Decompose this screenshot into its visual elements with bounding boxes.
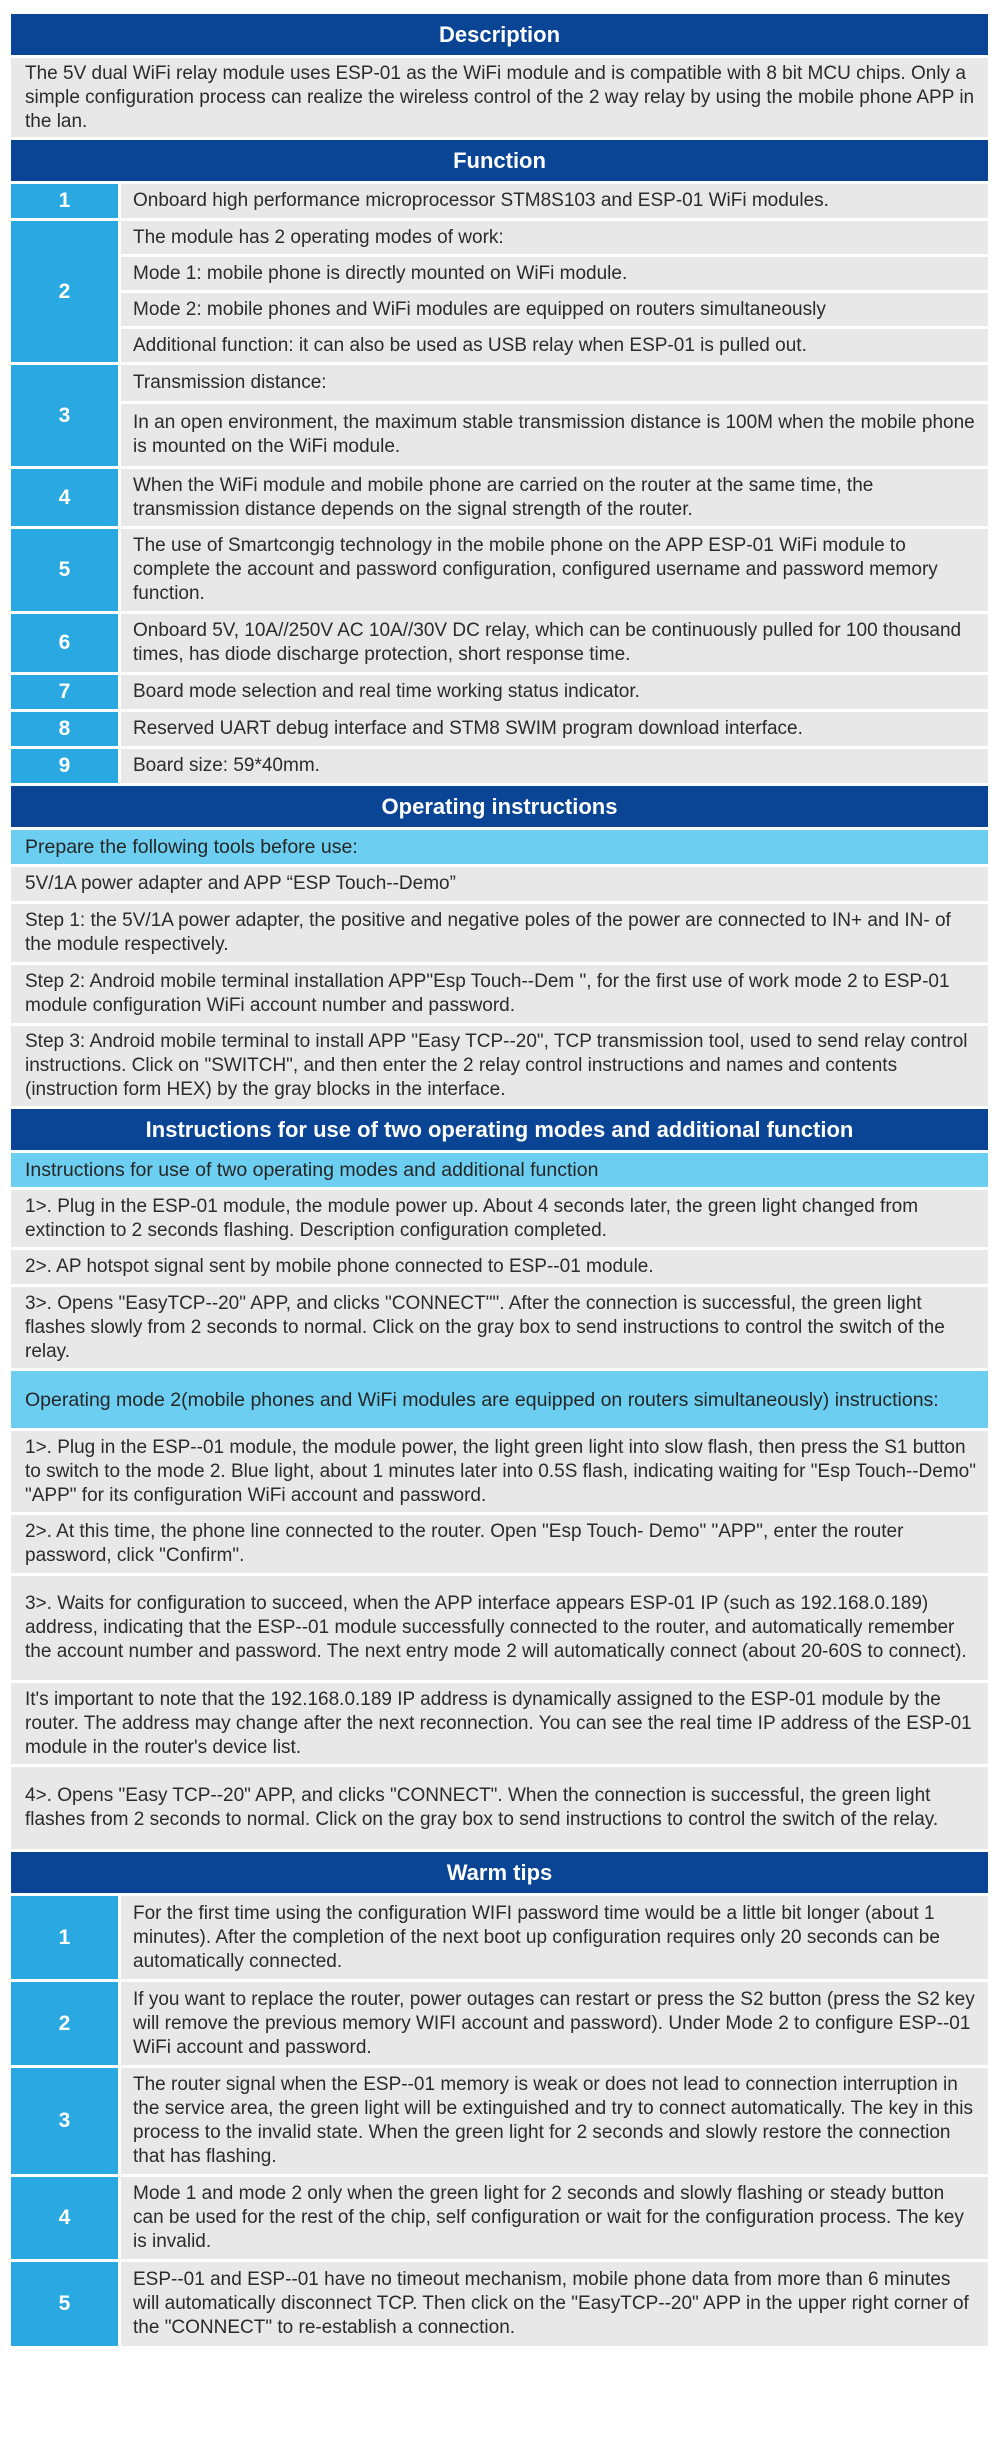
function-text: The module has 2 operating modes of work: [121,221,988,254]
row-number: 5 [11,2262,118,2346]
modes-subheader: Instructions for use of two operating modes and additional function [11,1153,988,1187]
row-number: 2 [11,1982,118,2065]
mode1-item: 1>. Plug in the ESP-01 module, the module power up. About 4 seconds later, the green light changed from extinction to 2 seconds flashing. Description configuration completed. [11,1190,988,1247]
function-row [11,365,988,466]
row-number: 7 [11,675,118,709]
operating-item: Step 1: the 5V/1A power adapter, the positive and negative poles of the power are connected to IN+ and IN- of the module respectively. [11,904,988,962]
description-header: Description [11,14,988,55]
operating-item: Step 3: Android mobile terminal to install APP "Easy TCP--20", TCP transmission tool, used to send relay control instructions. Click on "SWITCH", and then enter the 2 relay control instructions and names and contents (instruction form HEX) by the gray blocks in the interface. [11,1026,988,1106]
function-row [11,712,988,746]
mode2-item: 2>. At this time, the phone line connected to the router. Open "Esp Touch- Demo" "APP", enter the router password, click "Confirm". [11,1515,988,1573]
function-text: Board size: 59*40mm. [121,749,988,783]
modes-header: Instructions for use of two operating modes and additional function [11,1109,988,1150]
row-number: 2 [11,221,118,362]
tip-row [11,2177,988,2259]
function-row [11,184,988,218]
tip-row [11,1896,988,1979]
function-text: Onboard high performance microprocessor STM8S103 and ESP-01 WiFi modules. [121,184,988,218]
function-row [11,221,988,362]
tip-text: The router signal when the ESP--01 memory is weak or does not lead to connection interruption in the service area, the green light will be extinguished and try to connect automatically. The key in this process to the invalid state. When the green light for 2 seconds and slowly restore the connection that has flashing. [121,2068,988,2174]
function-text: Reserved UART debug interface and STM8 SWIM program download interface. [121,712,988,746]
row-number: 4 [11,2177,118,2259]
mode2-subheader: Operating mode 2(mobile phones and WiFi modules are equipped on routers simultaneously) instructions: [11,1371,988,1428]
function-text: In an open environment, the maximum stable transmission distance is 100M when the mobile phone is mounted on the WiFi module. [121,404,988,466]
function-text: Mode 2: mobile phones and WiFi modules are equipped on routers simultaneously [121,293,988,326]
row-number: 3 [11,365,118,466]
operating-item: 5V/1A power adapter and APP “ESP Touch--Demo” [11,867,988,901]
row-number: 1 [11,184,118,218]
tip-text: If you want to replace the router, power outages can restart or press the S2 button (press the S2 key will remove the previous memory WIFI account and password). Under Mode 2 to configure ESP--01 WiFi account and password. [121,1982,988,2065]
operating-header: Operating instructions [11,786,988,827]
row-number: 3 [11,2068,118,2174]
tip-text: For the first time using the configuration WIFI password time would be a little bit longer (about 1 minutes). After the completion of the next boot up configuration requires only 20 seconds can be automatically connected. [121,1896,988,1979]
tip-row [11,2262,988,2346]
row-number: 8 [11,712,118,746]
function-text: The use of Smartcongig technology in the mobile phone on the APP ESP-01 WiFi module to complete the account and password configuration, configured username and password memory function. [121,529,988,611]
tip-text: Mode 1 and mode 2 only when the green light for 2 seconds and slowly flashing or steady button can be used for the rest of the chip, self configuration or wait for the configuration process. The key is invalid. [121,2177,988,2259]
function-row [11,614,988,672]
mode2-item: 4>. Opens "Easy TCP--20" APP, and clicks "CONNECT". When the connection is successful, the green light flashes from 2 seconds to normal. Click on the gray box to send instructions to control the switch of the relay. [11,1767,988,1849]
function-row [11,749,988,783]
row-number: 9 [11,749,118,783]
description-text: The 5V dual WiFi relay module uses ESP-01 as the WiFi module and is compatible with 8 bit MCU chips. Only a simple configuration process can realize the wireless control of the 2 way relay by using the mobile phone APP in the lan. [11,58,988,137]
function-text: Additional function: it can also be used as USB relay when ESP-01 is pulled out. [121,329,988,362]
function-text: Board mode selection and real time working status indicator. [121,675,988,709]
mode1-item: 2>. AP hotspot signal sent by mobile phone connected to ESP--01 module. [11,1250,988,1284]
operating-item: Step 2: Android mobile terminal installation APP"Esp Touch--Dem ", for the first use of work mode 2 to ESP-01 module configuration WiFi account number and password. [11,965,988,1023]
tip-row [11,2068,988,2174]
function-text: Mode 1: mobile phone is directly mounted on WiFi module. [121,257,988,290]
mode1-item: 3>. Opens "EasyTCP--20" APP, and clicks "CONNECT"". After the connection is successful, the green light flashes slowly from 2 seconds to normal. Click on the gray box to send instructions to control the switch of the relay. [11,1287,988,1368]
row-number: 4 [11,469,118,526]
function-row [11,469,988,526]
operating-subheader: Prepare the following tools before use: [11,830,988,864]
tip-text: ESP--01 and ESP--01 have no timeout mechanism, mobile phone data from more than 6 minutes will automatically disconnect TCP. Then click on the "EasyTCP--20" APP in the upper right corner of the "CONNECT" to re-establish a connection. [121,2262,988,2346]
tips-header: Warm tips [11,1852,988,1893]
row-number: 6 [11,614,118,672]
function-row [11,529,988,611]
function-text: When the WiFi module and mobile phone are carried on the router at the same time, the transmission distance depends on the signal strength of the router. [121,469,988,526]
row-number: 1 [11,1896,118,1979]
function-row [11,675,988,709]
mode2-item: 1>. Plug in the ESP--01 module, the module power, the light green light into slow flash, then press the S1 button to switch to the mode 2. Blue light, about 1 minutes later into 0.5S flash, indicating waiting for "Esp Touch--Demo" "APP" for its configuration WiFi account and password. [11,1431,988,1512]
mode2-item: 3>. Waits for configuration to succeed, when the APP interface appears ESP-01 IP (such as 192.168.0.189) address, indicating that the ESP--01 module successfully connected to the router, and automatically remember the account number and password. The next entry mode 2 will automatically connect (about 20-60S to connect). [11,1576,988,1680]
mode2-item: It's important to note that the 192.168.0.189 IP address is dynamically assigned to the ESP-01 module by the router. The address may change after the next reconnection. You can see the real time IP address of the ESP-01 module in the router's device list. [11,1683,988,1764]
function-text: Transmission distance: [121,365,988,401]
row-number: 5 [11,529,118,611]
function-header: Function [11,140,988,181]
tip-row [11,1982,988,2065]
function-text: Onboard 5V, 10A//250V AC 10A//30V DC relay, which can be continuously pulled for 100 thousand times, has diode discharge protection, short response time. [121,614,988,672]
